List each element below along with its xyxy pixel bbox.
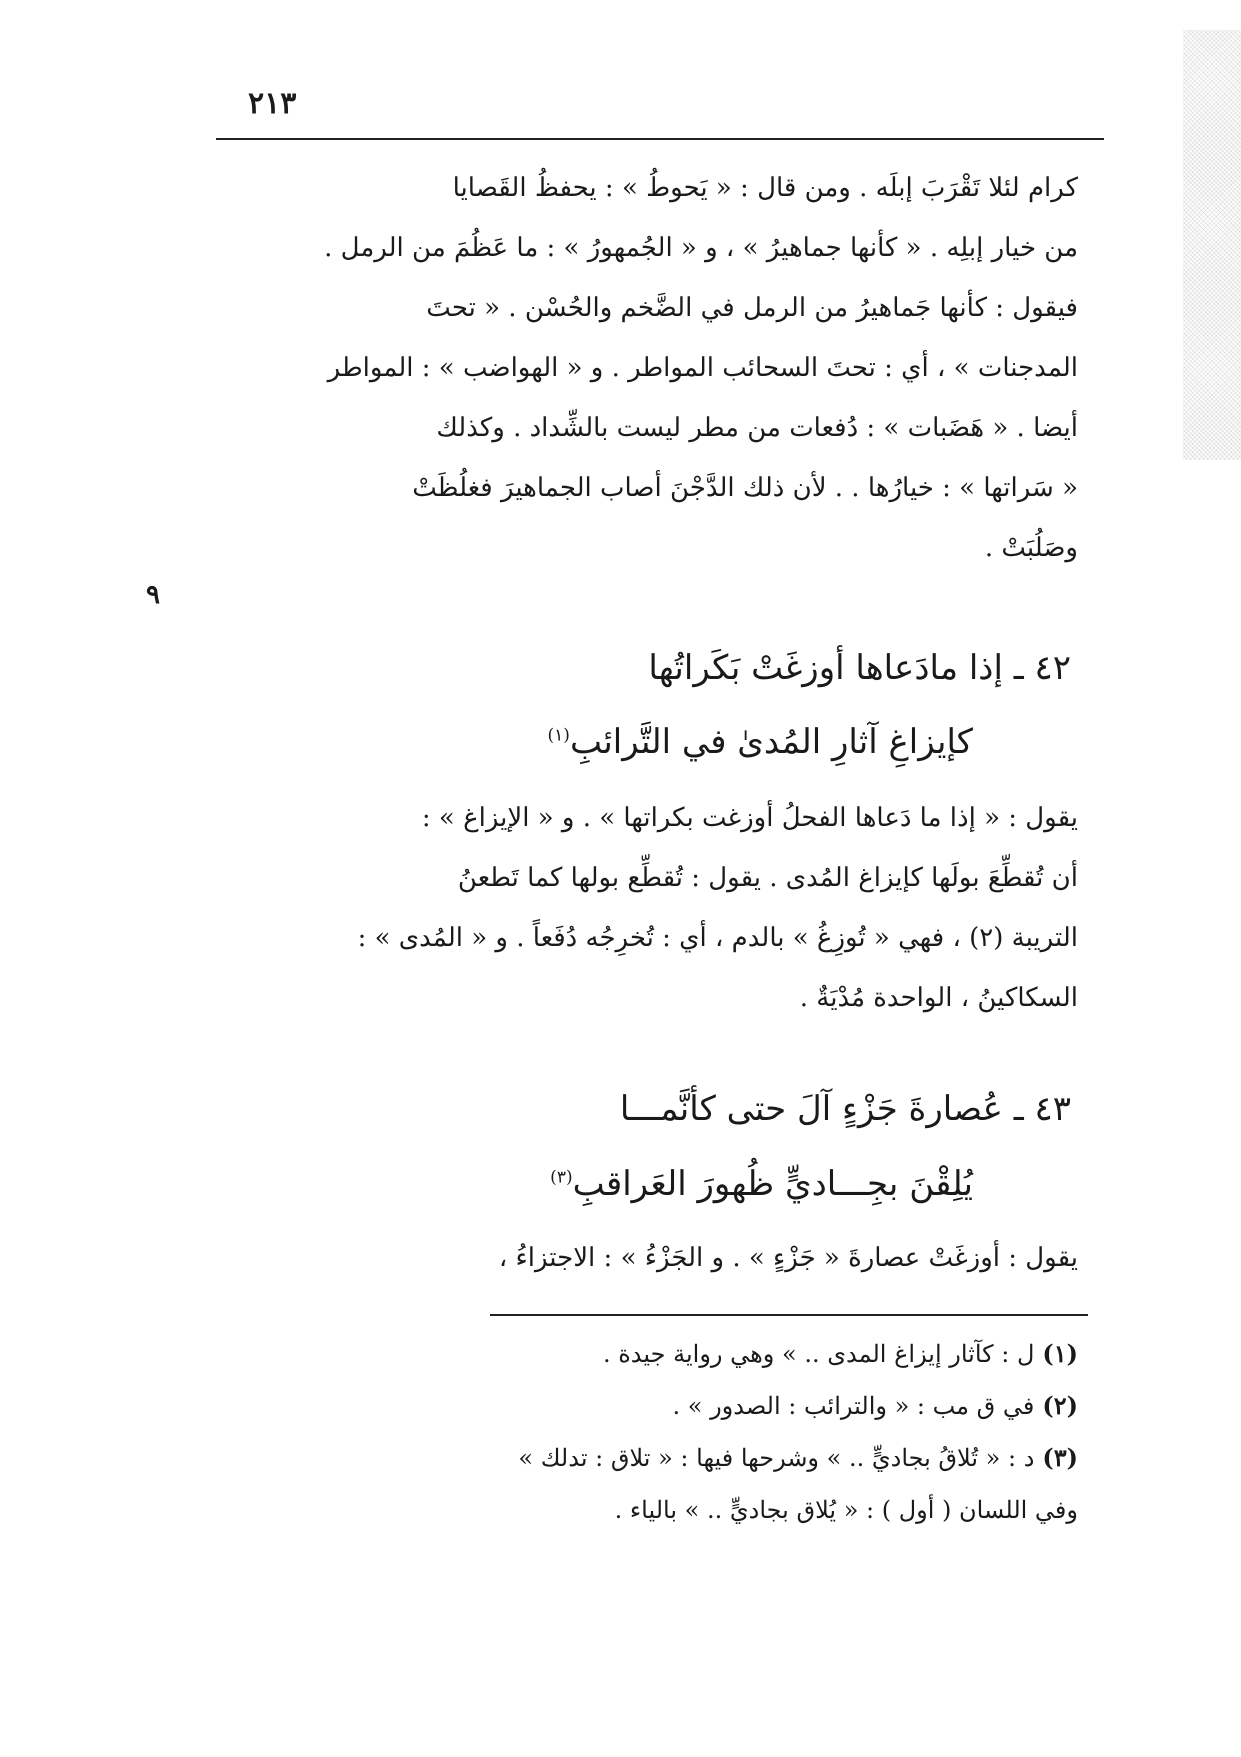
- verse-43-second-hemistich: [550, 1164, 973, 1204]
- commentary-line: وصَلُبَتْ .: [984, 533, 1078, 563]
- commentary-line: أيضا . « هَضَبات » : دُفعات من مطر ليست بالشِّداد . وكذلك: [436, 413, 1078, 443]
- commentary-line: يقول : أوزغَتْ عصارةَ « جَزْءٍ » . و الجَزْءُ » : الاجتزاءُ ،: [498, 1243, 1078, 1273]
- footnote-number: (٣): [1042, 1443, 1078, 1472]
- scan-edge-shadow: [1183, 30, 1241, 460]
- commentary-line: التريبة (٢) ، فهي « تُوزِغُ » بالدم ، أي : تُخرِجُه دُفَعاً . و « المُدى » :: [357, 923, 1078, 953]
- footnote-text: د : « تُلاقُ بجاديٍّ .. » وشرحها فيها : « تلاق : تدلك »: [518, 1444, 1035, 1472]
- footnote-text: في ق مب : « والترائب : الصدور » .: [672, 1392, 1035, 1420]
- footnote-ref: (١): [547, 725, 570, 746]
- commentary-43: [212, 1228, 1078, 1288]
- footnote: [212, 1328, 1078, 1380]
- footnotes: [212, 1328, 1078, 1536]
- verse-42-first-hemistich: ٤٢ ـ إذا مادَعاها أوزغَتْ بَكَراتُها: [648, 648, 1071, 688]
- margin-line-number: ٩: [146, 580, 160, 610]
- commentary-line: فيقول : كأنها جَماهيرُ من الرمل في الضَّخم والحُسْن . « تحتَ: [426, 293, 1078, 323]
- footnote: [212, 1484, 1078, 1536]
- commentary-line: السكاكينُ ، الواحدة مُدْيَةٌ .: [799, 983, 1078, 1013]
- footnote-rule: [490, 1314, 1088, 1316]
- verse-42-second-hemistich: [548, 722, 973, 762]
- verse-text: يُلِقْنَ بجِـــاديٍّ ظُهورَ العَراقبِ: [572, 1164, 973, 1204]
- commentary-line: « سَراتها » : خيارُها . . لأن ذلك الدَّجْنَ أصاب الجماهيرَ فغلُظَتْ: [412, 473, 1078, 503]
- footnote: [212, 1380, 1078, 1432]
- header-rule: [216, 138, 1104, 140]
- footnote-text: ل : كآثار إيزاغ المدى .. » وهي رواية جيدة .: [602, 1340, 1035, 1368]
- commentary-line: من خيار إبلِه . « كأنها جماهيرُ » ، و « الجُمهورُ » : ما عَظُمَ من الرمل .: [324, 233, 1078, 263]
- footnote-number: (١): [1042, 1339, 1078, 1368]
- commentary-line: يقول : « إذا ما دَعاها الفحلُ أوزغت بكراتها » . و « الإيزاغ » :: [421, 803, 1078, 833]
- footnote-ref: (٣): [550, 1167, 573, 1188]
- opening-commentary: [212, 158, 1078, 578]
- commentary-line: أن تُقطِّعَ بولَها كإيزاغ المُدى . يقول : تُقطِّع بولها كما تَطعنُ: [457, 863, 1078, 893]
- footnote: [212, 1432, 1078, 1484]
- commentary-42: [212, 788, 1078, 1028]
- commentary-line: المدجنات » ، أي : تحتَ السحائب المواطر . و « الهواضب » : المواطر: [327, 353, 1078, 383]
- footnote-text: وفي اللسان ( أول ) : « يُلاق بجاديٍّ .. » بالياء .: [614, 1496, 1078, 1524]
- verse-text: كإيزاغِ آثارِ المُدىٰ في التَّرائبِ: [569, 722, 973, 762]
- footnote-number: (٢): [1042, 1391, 1078, 1420]
- commentary-line: كرام لئلا تَقْرَبَ إبلَه . ومن قال : « يَحوطُ » : يحفظُ القَصايا: [452, 173, 1078, 203]
- verse-43-first-hemistich: ٤٣ ـ عُصارةَ جَزْءٍ آلَ حتى كأنَّمـــا: [619, 1089, 1071, 1129]
- page-number: ٢١٣: [248, 86, 297, 121]
